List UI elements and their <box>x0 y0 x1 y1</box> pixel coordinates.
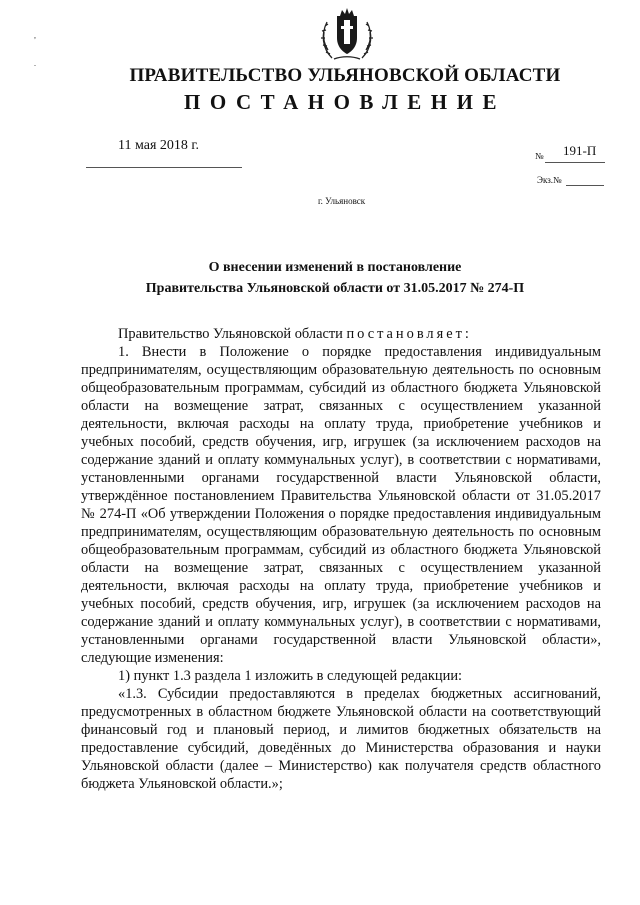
item-1-paragraph: 1. Внести в Положение о порядке предоставления индивидуальным предпринимателям, осуществляющим образовательную деятельность по основным общеобразовательным программам, субсидий из областного бюджета Ульяновской области на возмещение затрат, связанных с осуществлением указанной деятельности, включая расходы на оплату труда, приобретение учебников и учебных пособий, средств обучения, игр, игрушек (за исключением расходов на содержание зданий и оплату коммунальных услуг), в соответствии с нормативами, установленными органами государственной власти Ульяновской области, утверждённое постановлением Правительства Ульяновской области от 31.05.2017 № 274-П «Об утверждении Положения о порядке предоставления индивидуальным предпринимателям, осуществляющим образовательную деятельность по основным общеобразовательным программам, субсидий из областного бюджета Ульяновской области на возмещение затрат, связанных с осуществлением указанной деятельности, включая расходы на оплату труда, приобретение учебников и учебных пособий, средств обучения, игр, игрушек (за исключением расходов на содержание зданий и оплату коммунальных услуг), в соответствии с нормативами, установленными органами государственной власти Ульяновской области», следующие изменения: <box>81 344 601 666</box>
subitem-1-paragraph: 1) пункт 1.3 раздела 1 изложить в следующей редакции: <box>118 668 463 684</box>
margin-mark: . <box>34 59 36 68</box>
document-number: 191-П <box>563 143 597 158</box>
copy-number-underline <box>566 185 604 186</box>
quoted-clause-paragraph: «1.3. Субсидии предоставляются в пределах бюджетных ассигнований, предусмотренных в областном бюджете Ульяновской области на соответствующий финансовый год и плановый период, и лимитов бюджетных обязательств на предоставление субсидий, доведённых до Министерства образования и науки Ульяновской области (далее – Министерство) как получателя средств областного бюджета Ульяновской области.»; <box>81 686 601 792</box>
document-subject <box>110 257 560 299</box>
number-underline <box>545 162 605 163</box>
issuing-city: г. Ульяновск <box>318 196 366 206</box>
document-type-heading: ПОСТАНОВЛЕНИЕ <box>184 90 506 114</box>
intro-lead: Правительство Ульяновской области <box>118 326 347 342</box>
subject-line: О внесении изменений в постановление <box>208 260 462 275</box>
margin-marks <box>34 32 36 68</box>
number-prefix: № <box>535 151 544 161</box>
document-date: 11 мая 2018 г. <box>118 138 200 153</box>
coat-of-arms-emblem <box>318 6 376 62</box>
date-underline <box>86 167 242 168</box>
document-body <box>81 325 601 793</box>
margin-mark: , <box>34 31 36 40</box>
copy-number-label: Экз.№ <box>537 175 562 185</box>
subject-line: Правительства Ульяновской области от 31.05.2017 № 274-П <box>145 281 525 296</box>
intro-verb: постановляет: <box>346 326 472 342</box>
intro-paragraph <box>81 325 601 343</box>
government-title: ПРАВИТЕЛЬСТВО УЛЬЯНОВСКОЙ ОБЛАСТИ <box>129 65 561 86</box>
